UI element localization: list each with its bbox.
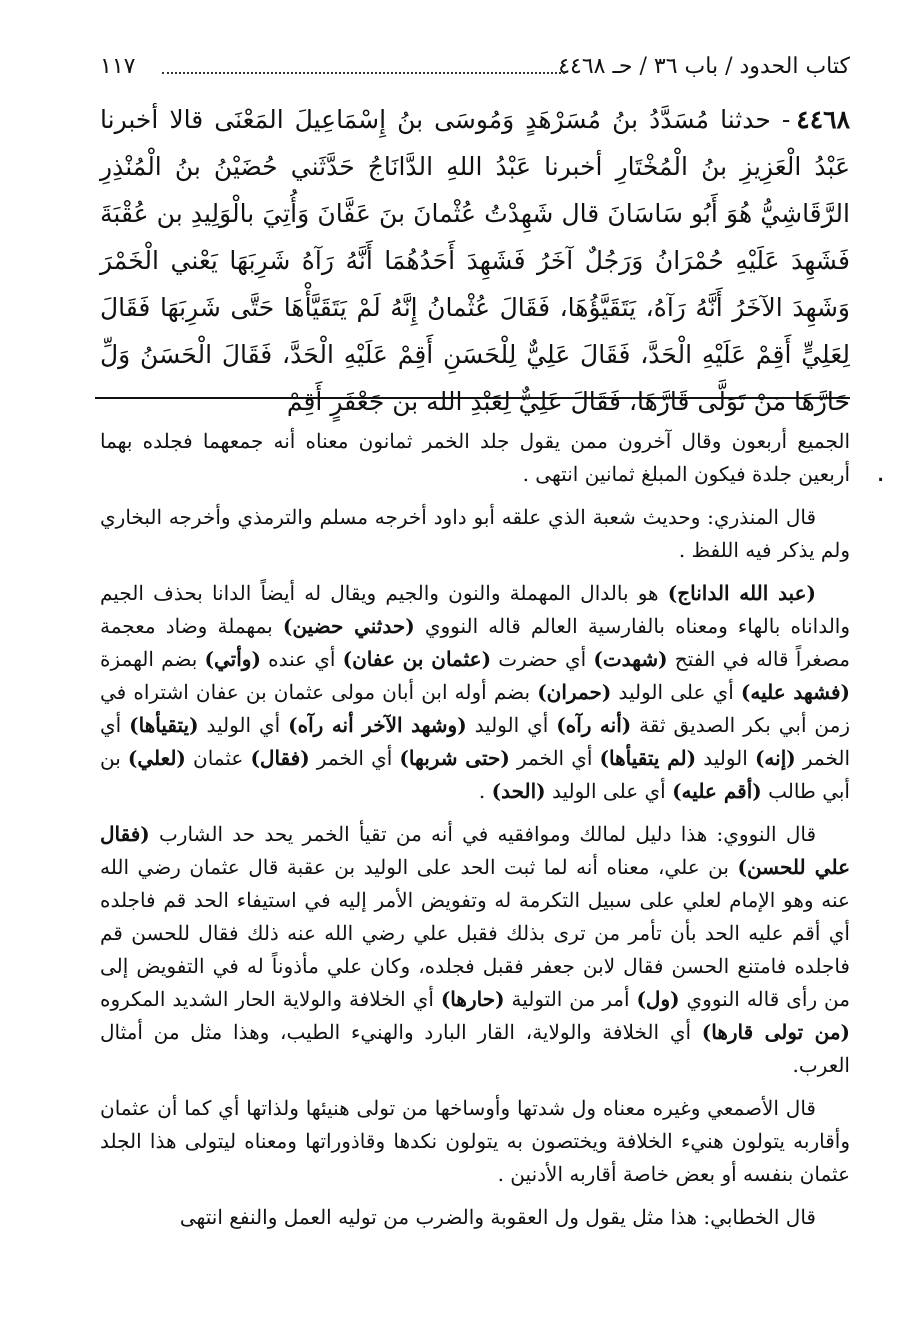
text: أي الخلافة والولاية، القار البارد والهنيء الطيب، وهذا مثل من أمثال العرب. [100,1020,850,1077]
text: أي الخمر [100,713,851,770]
term: (من تولى قارها) [701,1020,850,1044]
running-title: كتاب الحدود / باب ٣٦ / حـ ٤٤٦٨ [558,54,850,79]
term: (فقال علي للحسن) [100,822,850,879]
term: (يتقيأها) [129,713,199,737]
term: (لم يتقيأها) [599,746,697,770]
text: . [478,779,492,803]
term: (وشهد الآخر أنه رآه) [288,713,467,737]
text: أي على الوليد [545,779,673,803]
commentary [100,425,850,1244]
text: بضم أوله ابن أبان مولى عثمان بن عفان اشتراه في زمن أبي بكر الصديق ثقة [100,680,851,737]
margin-mark: ٠ [875,466,886,490]
term: (حدثني حضين) [282,614,415,638]
text: أمر من التولية [504,987,637,1011]
text: بضم الهمزة [100,647,205,671]
commentary-paragraph-5: قال الأصمعي وغيره معناه ول شدتها وأوساخها من تولى هنيئها ولذاتها أي كما أن عثمان وأقاربه يتولون هنيء الخلافة ويختصون به يتولون نكدها وقاذوراتها ومعناه ليتولى هذا الجلد عثمان بنفسه أو بعض خاصة أقاربه الأدنين . [100,1096,850,1186]
text: أي حضرت [491,647,594,671]
term: (عثمان بن عفان) [342,647,492,671]
commentary-paragraph-6: قال الخطابي: هذا مثل يقول ول العقوبة والضرب من توليه العمل والنفع انتهى [179,1205,816,1229]
term: (حارها) [440,987,505,1011]
term: (أقم عليه) [672,779,762,803]
text: الوليد [696,746,755,770]
term: (إنه) [754,746,796,770]
term: (فشهد عليه) [740,680,850,704]
term: (فقال) [250,746,310,770]
hadith-body: - حدثنا مُسَدَّدُ بنُ مُسَرْهَدٍ وَمُوسَى بنُ إِسْمَاعِيلَ المَعْنَى قالا أخبرنا عَبْدُ الْعَزِيزِ بنُ الْمُخْتَارِ أخبرنا عَبْدُ اللهِ الدَّانَاجُ حَدَّثَني حُضَيْنُ بنُ الْمُنْذِرِ الرَّقَاشِيُّ هُوَ أَبُو سَاسَانَ قال شَهِدْتُ عُثْمانَ بنَ عَفَّانَ وَأُتِيَ بالْوَلِيدِ بن عُقْبَةَ فَشَهِدَ عَلَيْهِ حُمْرَانُ وَرَجُلٌ آخَرُ فَشَهِدَ أَحَدُهُمَا أَنَّهُ رَآهُ شَرِبَهَا يَعْني الْخَمْرَ وَشَهِدَ الآخَرُ أَنَّهُ رَآهُ، يَتَقَيَّؤُهَا، فَقَالَ عُثْمانُ إِنَّهُ لَمْ يَتَقَيَّأْهَا حَتَّى شَرِبَهَا فَقَالَ لِعَلِيٍّ أَقِمْ عَلَيْهِ الْحَدَّ، فَقَالَ عَلِيٌّ لِلْحَسَنِ أَقِمْ عَلَيْهِ الْحَدَّ، فَقَالَ الْحَسَنُ وَلِّ حَارَّهَا مَنْ تَوَلَّى قَارَّهَا، فَقَالَ عَلِيٌّ لِعَبْدِ الله بن جَعْفَرٍ أَقِمْ [100,105,850,416]
term: (لعلي) [127,746,186,770]
text: عثمان [185,746,251,770]
text: أي الخلافة والولاية الحار الشديد المكروه [100,987,441,1011]
term: (حتى شربها) [399,746,510,770]
term: (شهدت) [593,647,668,671]
text: بمهملة وضاد معجمة مصغراً قاله في الفتح [100,614,851,671]
term: (الحد) [491,779,546,803]
text: بن أبي طالب [100,746,850,803]
term: (أنه رآه) [556,713,632,737]
hadith-number: ٤٤٦٨ [796,105,850,134]
text: أي عنده [260,647,343,671]
commentary-paragraph-1: الجميع أربعون وقال آخرون ممن يقول جلد الخمر ثمانون معناه أنه جمعهما فجلده بهما أربعين جلدة فيكون المبلغ ثمانين انتهى . [100,429,850,486]
text: أي الوليد [198,713,289,737]
text: أي الخمر [509,746,600,770]
term: (وأتي) [204,647,261,671]
term: (ول) [636,987,680,1011]
text: أي على الوليد [611,680,741,704]
text: هو بالدال المهملة والنون والجيم ويقال له أيضاً الدانا بحذف الجيم والداناه بالهاء ومعناه بالفارسية العالم قاله النووي [100,581,850,638]
commentary-paragraph-3 [100,577,850,808]
header-dotted-leader [162,72,565,74]
hadith-text [100,96,850,425]
term: (حمران) [537,680,612,704]
page-number: ١١٧ [100,54,136,79]
divider-line [95,397,850,399]
text: قال النووي: هذا دليل لمالك وموافقيه في أنه من تقيأ الخمر يحد حد الشارب [149,822,816,846]
text: أي الخمر [309,746,400,770]
page-header [100,46,850,86]
text: أي الوليد [466,713,557,737]
commentary-paragraph-4 [100,818,850,1082]
text: بن علي، معناه أنه لما ثبت الحد على الوليد بن عقبة قال عثمان رضي الله عنه وهو الإمام لعلي على سبيل التكرمة له وتفويض الأمر إليه في استيفاء الحد قم فاجلده أي أقم عليه الحد بأن تأمر من ترى بذلك فقبل علي رضي الله عنه ذلك فقال للحسن قم فاجلده فامتنع الحسن فقال لابن جعفر فقبل فجلده، وكان علي مأذوناً له في التفويض إلى من رأى قاله النووي [100,855,850,1011]
term: (عبد الله الداناج) [667,581,816,605]
commentary-paragraph-2: قال المنذري: وحديث شعبة الذي علقه أبو داود أخرجه مسلم والترمذي وأخرجه البخاري ولم يذكر فيه اللفظ . [100,505,850,562]
